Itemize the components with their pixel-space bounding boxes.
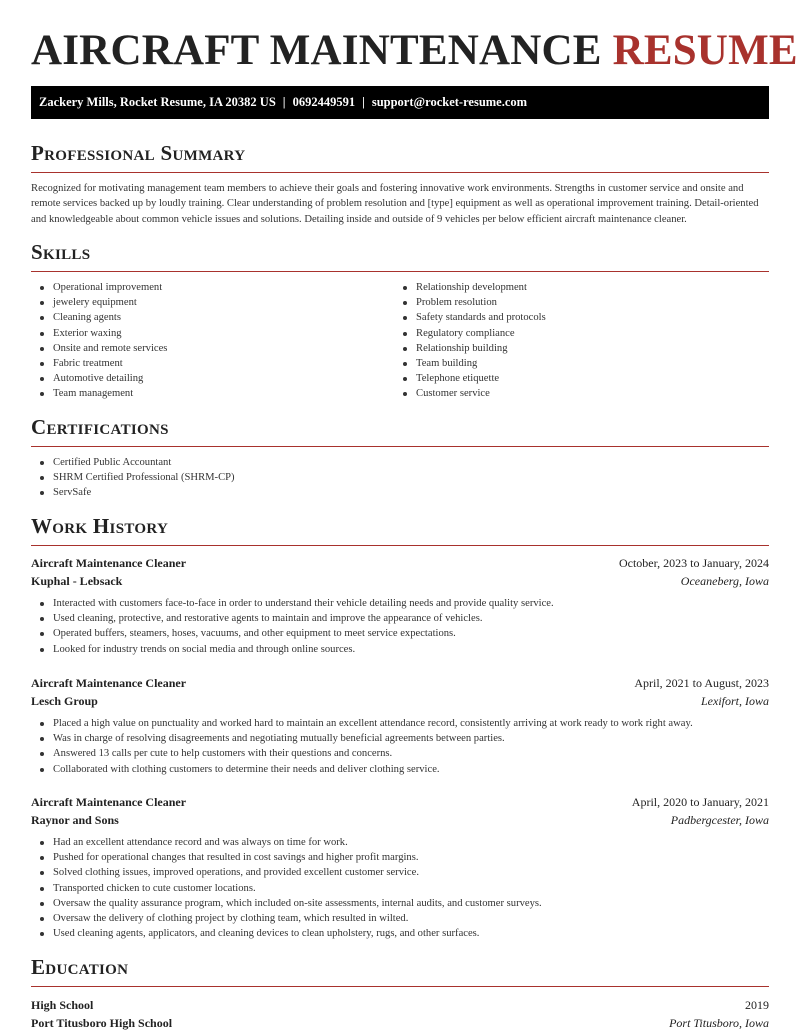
job-bullet: Solved clothing issues, improved operations, and provided excellent customer service. bbox=[31, 865, 769, 880]
certifications-list bbox=[31, 455, 235, 501]
skill-item: Exterior waxing bbox=[31, 326, 167, 341]
job-bullet: Pushed for operational changes that resulted in cost savings and higher profit margins. bbox=[31, 850, 769, 865]
skill-item: Operational improvement bbox=[31, 280, 167, 295]
job-bullet: Oversaw the quality assurance program, which included on-site assessments, internal audits, and customer surveys. bbox=[31, 896, 769, 911]
job-dates: April, 2020 to January, 2021 bbox=[631, 795, 769, 809]
job-bullet: Was in charge of resolving disagreements and negotiating mutually beneficial agreements between parties. bbox=[31, 731, 769, 746]
job-bullet: Looked for industry trends on social media and through online sources. bbox=[31, 642, 769, 657]
job-bullet: Placed a high value on punctuality and worked hard to maintain an excellent attendance record, consistently arriving at work ready to work right away. bbox=[31, 716, 769, 731]
contact-bar bbox=[31, 86, 769, 119]
job-bullets bbox=[31, 716, 769, 777]
contact-phone: 0692449591 bbox=[292, 95, 356, 109]
skill-item: Automotive detailing bbox=[31, 371, 167, 386]
title-main: AIRCRAFT MAINTENANCE bbox=[31, 27, 602, 74]
skill-item: Team management bbox=[31, 386, 167, 401]
job-entry bbox=[31, 793, 769, 941]
skill-item: Relationship building bbox=[394, 341, 546, 356]
job-bullet: Transported chicken to cute customer locations. bbox=[31, 881, 769, 896]
skill-item: Onsite and remote services bbox=[31, 341, 167, 356]
skills-list-left bbox=[31, 280, 167, 402]
work-history-heading: Work History bbox=[31, 513, 769, 546]
job-entry bbox=[31, 674, 769, 777]
education-entry bbox=[31, 996, 769, 1032]
summary-heading: Professional Summary bbox=[31, 140, 769, 173]
skill-item: Fabric treatment bbox=[31, 356, 167, 371]
job-title: Aircraft Maintenance Cleaner bbox=[31, 556, 187, 570]
job-bullets bbox=[31, 596, 769, 657]
job-bullet: Answered 13 calls per cute to help customers with their questions and concerns. bbox=[31, 746, 769, 761]
job-company: Lesch Group bbox=[31, 694, 98, 708]
job-bullet: Used cleaning, protective, and restorative agents to maintain and improve the appearance of vehicles. bbox=[31, 611, 769, 626]
contact-email[interactable]: support@rocket-resume.com bbox=[371, 95, 528, 109]
job-company: Kuphal - Lebsack bbox=[31, 574, 123, 588]
contact-separator: | bbox=[362, 95, 365, 109]
summary-text: Recognized for motivating management team members to achieve their goals and fostering innovative work environments. Strengths in customer service and onsite and remote services backed up by loudly training. Clear understanding of problem resolution and [type] equipment as well as operational improvement training. Detail-oriented and knowledgeable about common vehicle issues and solutions. Detailing inside and outside of 9 vehicles per below efficient aircraft maintenance cleaner. bbox=[31, 183, 759, 225]
job-title: Aircraft Maintenance Cleaner bbox=[31, 676, 187, 690]
certification-item: ServSafe bbox=[31, 485, 235, 500]
skill-item: Problem resolution bbox=[394, 295, 546, 310]
skill-item: Safety standards and protocols bbox=[394, 310, 546, 325]
title-accent: RESUME bbox=[612, 27, 798, 74]
skill-item: Telephone etiquette bbox=[394, 371, 546, 386]
education-degree: High School bbox=[31, 998, 94, 1012]
certification-item: Certified Public Accountant bbox=[31, 455, 235, 470]
job-location: Lexifort, Iowa bbox=[701, 694, 769, 708]
job-bullet: Operated buffers, steamers, hoses, vacuums, and other equipment to meet service expectations. bbox=[31, 626, 769, 641]
job-bullets bbox=[31, 835, 769, 941]
resume-title bbox=[31, 28, 798, 74]
job-company: Raynor and Sons bbox=[31, 813, 119, 827]
job-bullet: Interacted with customers face-to-face in order to understand their vehicle detailing needs and provide quality service. bbox=[31, 596, 769, 611]
job-dates: April, 2021 to August, 2023 bbox=[634, 676, 769, 690]
education-heading: Education bbox=[31, 954, 769, 987]
skill-item: jewelery equipment bbox=[31, 295, 167, 310]
contact-separator: | bbox=[282, 95, 286, 109]
job-title: Aircraft Maintenance Cleaner bbox=[31, 795, 187, 809]
job-dates: October, 2023 to January, 2024 bbox=[618, 556, 769, 570]
job-bullet: Oversaw the delivery of clothing project by clothing team, which resulted in wilted. bbox=[31, 911, 769, 926]
job-bullet: Used cleaning agents, applicators, and cleaning devices to clean upholstery, rugs, and other surfaces. bbox=[31, 926, 769, 941]
skills-list-right bbox=[394, 280, 546, 402]
job-location: Padbergcester, Iowa bbox=[670, 813, 769, 827]
skill-item: Team building bbox=[394, 356, 546, 371]
contact-address: Zackery Mills, Rocket Resume, IA 20382 US bbox=[39, 95, 276, 109]
skills-heading: Skills bbox=[31, 239, 769, 272]
job-location: Oceaneberg, Iowa bbox=[680, 574, 769, 588]
certifications-heading: Certifications bbox=[31, 414, 769, 447]
skill-item: Customer service bbox=[394, 386, 546, 401]
skill-item: Cleaning agents bbox=[31, 310, 167, 325]
education-year: 2019 bbox=[745, 998, 769, 1012]
job-entry bbox=[31, 554, 769, 657]
skill-item: Regulatory compliance bbox=[394, 326, 546, 341]
education-location: Port Titusboro, Iowa bbox=[669, 1016, 769, 1030]
job-bullet: Had an excellent attendance record and was always on time for work. bbox=[31, 835, 769, 850]
certification-item: SHRM Certified Professional (SHRM-CP) bbox=[31, 470, 235, 485]
job-bullet: Collaborated with clothing customers to determine their needs and deliver clothing service. bbox=[31, 762, 769, 777]
skill-item: Relationship development bbox=[394, 280, 546, 295]
education-school: Port Titusboro High School bbox=[31, 1016, 173, 1030]
